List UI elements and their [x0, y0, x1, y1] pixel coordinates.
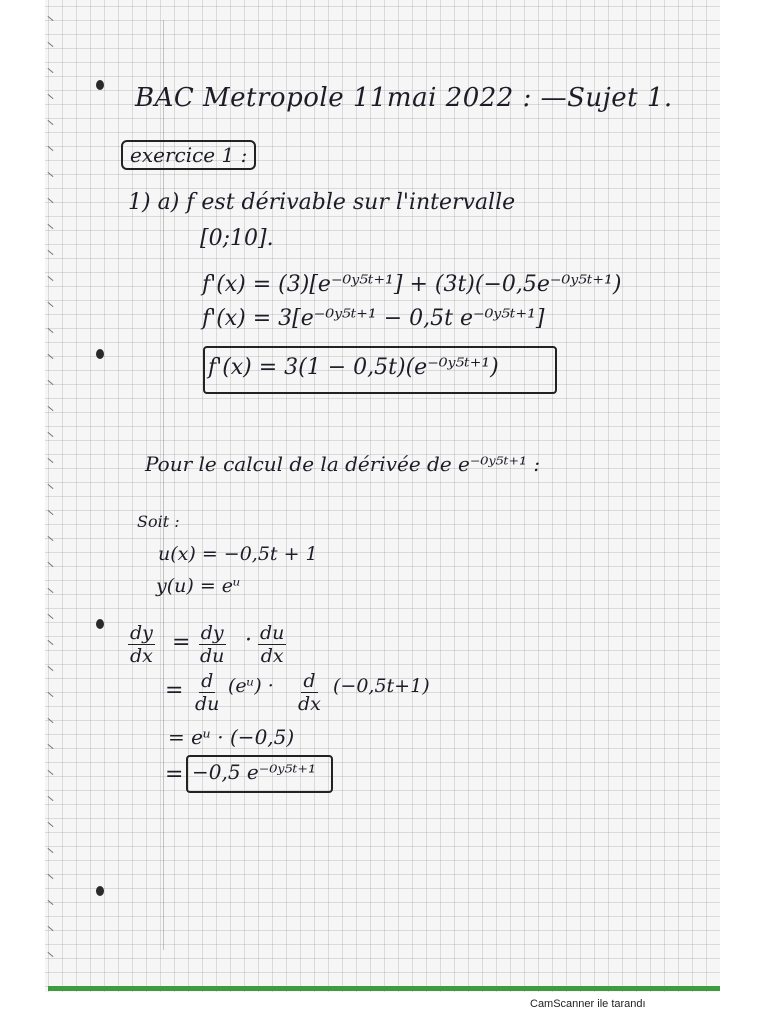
denominator: dx [130, 645, 153, 667]
denominator: du [200, 645, 225, 667]
numerator: d [303, 670, 316, 692]
fraction-du-dx [258, 622, 286, 667]
derivative-line-2: f'(x) = 3[e⁻⁰ʸ⁵ᵗ⁺¹ − 0,5t e⁻⁰ʸ⁵ᵗ⁺¹] [202, 306, 545, 331]
scanner-watermark: CamScanner ile tarandı [530, 998, 646, 1010]
y-definition: y(u) = eᵘ [156, 575, 241, 597]
fraction-d-du [193, 670, 221, 715]
punch-hole [96, 886, 104, 896]
numerator: dy [200, 622, 224, 644]
soit-label: Soit : [137, 512, 180, 531]
fraction-dy-dx [128, 622, 155, 667]
denominator: dx [260, 645, 284, 667]
denominator: du [195, 693, 220, 715]
chain-line-3: = eᵘ · (−0,5) [168, 725, 295, 749]
fraction-dy-du [198, 622, 226, 667]
note-line: Pour le calcul de la dérivée de e⁻⁰ʸ⁵ᵗ⁺¹ : [145, 452, 541, 476]
chain-result: −0,5 e⁻⁰ʸ⁵ᵗ⁺¹ [192, 760, 316, 784]
numerator: dy [130, 622, 153, 644]
punch-hole [96, 80, 104, 90]
equals-sign: = [172, 630, 191, 655]
denominator: dx [298, 693, 321, 715]
derivative-line-1: f'(x) = (3)[e⁻⁰ʸ⁵ᵗ⁺¹] + (3t)(−0,5e⁻⁰ʸ⁵ᵗ⁺¹) [202, 272, 622, 297]
equals-sign: = [165, 678, 184, 703]
punch-hole [96, 349, 104, 359]
equals-sign: = [165, 762, 184, 787]
multiply-dot: · [245, 628, 252, 653]
chain-line-2-middle: (eᵘ) · [228, 675, 274, 697]
scan-edge-bar [48, 986, 720, 991]
chain-line-2-end: (−0,5t+1) [333, 675, 430, 697]
exercise-label: exercice 1 : [130, 143, 248, 167]
derivative-result: f'(x) = 3(1 − 0,5t)(e⁻⁰ʸ⁵ᵗ⁺¹) [208, 355, 499, 380]
part-intro: 1) a) f est dérivable sur l'intervalle [128, 190, 516, 215]
punch-hole [96, 619, 104, 629]
numerator: du [260, 622, 285, 644]
u-definition: u(x) = −0,5t + 1 [158, 543, 318, 565]
fraction-d-dx [296, 670, 323, 715]
margin-ticks [44, 0, 58, 990]
exercise-box [121, 140, 256, 170]
interval: [0;10]. [200, 226, 274, 251]
page-title: BAC Metropole 11mai 2022 : —Sujet 1. [135, 83, 673, 113]
numerator: d [201, 670, 214, 692]
